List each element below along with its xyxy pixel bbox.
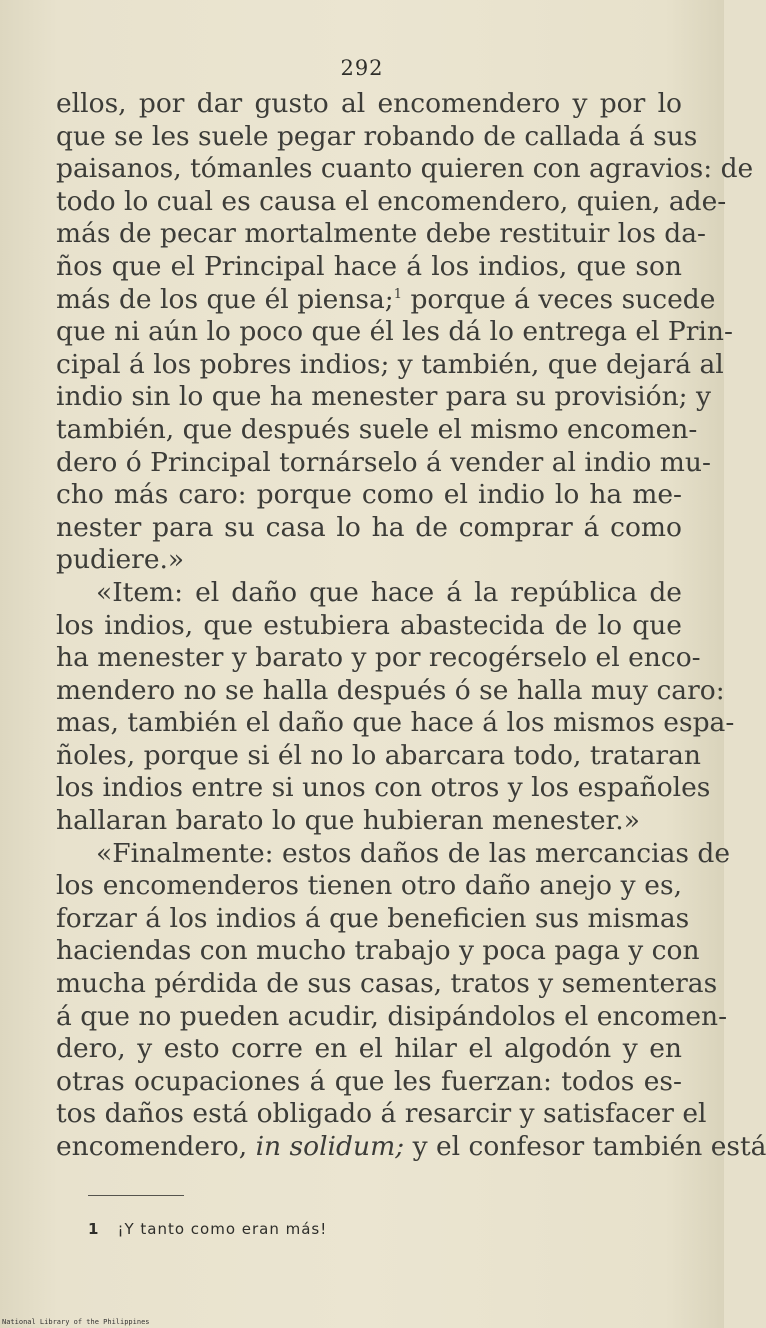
footnote xyxy=(88,1220,327,1238)
text-segment: y el confesor también está xyxy=(412,1131,766,1162)
text-line: «Item: el daño que hace á la república de xyxy=(96,576,682,608)
text-line: mas, también el daño que hace á los mismos espa- xyxy=(56,707,735,739)
text-line: á que no pueden acudir, disipándolos el encomen- xyxy=(56,1000,728,1032)
text-line: ha menester y barato y por recogérselo el enco- xyxy=(56,642,701,674)
text-segment: porque á veces sucede xyxy=(410,283,716,315)
text-line: hallaran barato lo que hubieran menester.» xyxy=(56,805,640,837)
text-segment: encomendero, xyxy=(56,1131,248,1162)
text-line: cho más caro: porque como el indio lo ha me- xyxy=(56,479,682,511)
page-number: 292 xyxy=(340,56,384,80)
text-line-with-footnote xyxy=(56,283,716,317)
text-line: «Finalmente: estos daños de las mercancias de xyxy=(96,837,731,869)
text-line: paisanos, tómanles cuanto quieren con agravios: de xyxy=(56,153,754,185)
text-line: los encomenderos tienen otro daño anejo y es, xyxy=(56,870,682,902)
text-line: que ni aún lo poco que él les dá lo entrega el Prin- xyxy=(56,316,733,348)
text-line: indio sin lo que ha menester para su provisión; y xyxy=(56,381,711,413)
library-credit: National Library of the Philippines xyxy=(2,1318,150,1326)
text-line: mucha pérdida de sus casas, tratos y sementeras xyxy=(56,968,718,1000)
text-line: los indios, que estubiera abastecida de lo que xyxy=(56,609,682,641)
footnote-marker: 1 xyxy=(393,286,402,302)
text-line: que se les suele pegar robando de callada á sus xyxy=(56,120,698,152)
text-line: mendero no se halla después ó se halla muy caro: xyxy=(56,674,725,706)
text-line: ellos, por dar gusto al encomendero y por lo xyxy=(56,88,682,119)
text-segment: más de los que él piensa; xyxy=(56,283,394,315)
text-line: también, que después suele el mismo encomen- xyxy=(56,413,698,445)
text-line: todo lo cual es causa el encomendero, quien, ade- xyxy=(56,185,727,217)
footnote-number: 1 xyxy=(88,1220,100,1238)
text-line: otras ocupaciones á que les fuerzan: todos es- xyxy=(56,1065,682,1097)
text-line-with-italic xyxy=(56,1131,766,1164)
text-line: ños que el Principal hace á los indios, que son xyxy=(56,250,682,282)
latin-phrase: in solidum; xyxy=(255,1131,405,1162)
text-line: los indios entre si unos con otros y los españoles xyxy=(56,772,711,804)
text-line: más de pecar mortalmente debe restituir los da- xyxy=(56,218,706,250)
text-line: cipal á los pobres indios; y también, que dejará al xyxy=(56,348,724,380)
text-line: nester para su casa lo ha de comprar á como xyxy=(56,511,682,543)
text-line: tos daños está obligado á resarcir y satisfacer el xyxy=(56,1098,707,1130)
text-line: pudiere.» xyxy=(56,544,185,576)
text-line: haciendas con mucho trabajo y poca paga y con xyxy=(56,935,700,967)
footnote-divider xyxy=(88,1195,184,1196)
footnote-text: ¡Y tanto como eran más! xyxy=(117,1220,328,1238)
text-line: forzar á los indios á que beneficien sus mismas xyxy=(56,902,690,934)
text-line: dero, y esto corre en el hilar el algodón y en xyxy=(56,1033,682,1065)
text-line: ñoles, porque si él no lo abarcara todo, trataran xyxy=(56,739,701,771)
body-text xyxy=(56,88,766,1164)
text-line: dero ó Principal tornárselo á vender al indio mu- xyxy=(56,446,711,478)
